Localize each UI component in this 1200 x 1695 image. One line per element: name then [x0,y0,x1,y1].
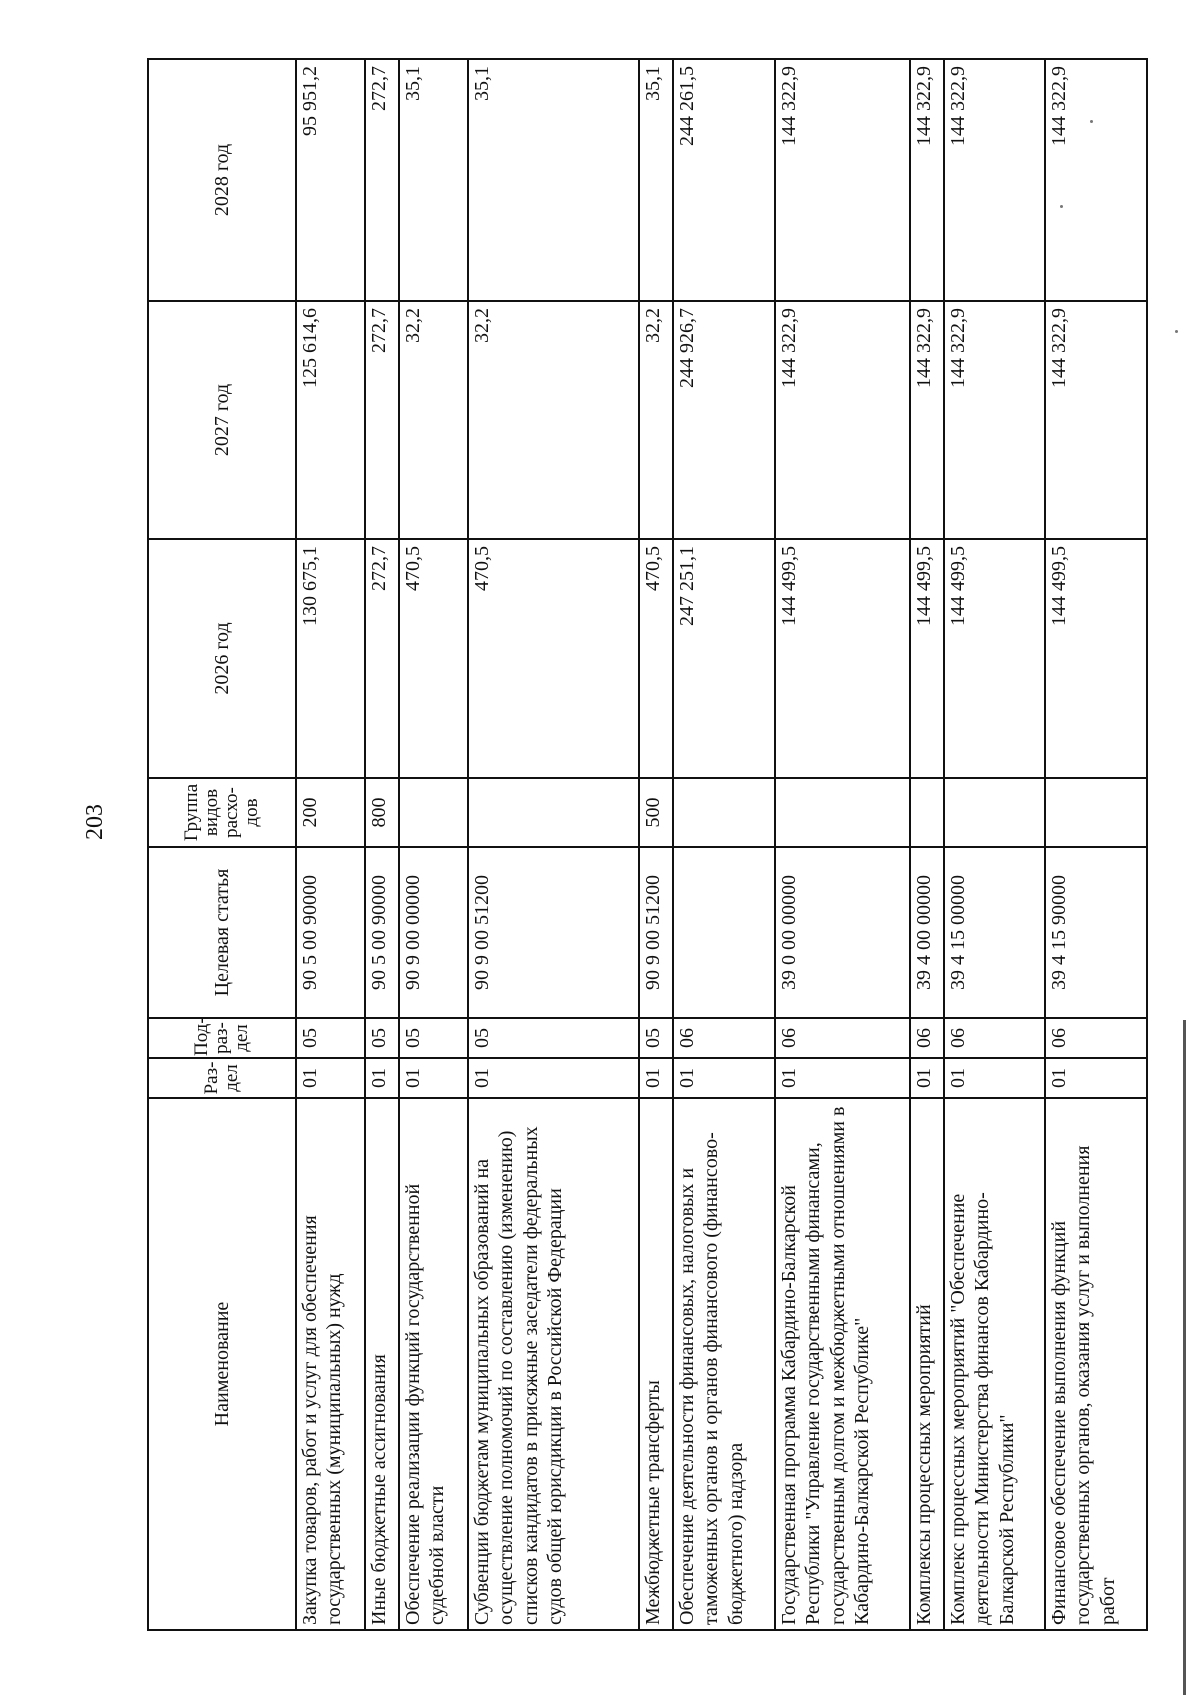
row-amount-2026: 247 251,1 [673,539,775,778]
row-amount-2026: 144 499,5 [1045,539,1147,778]
row-podrazdel: 05 [399,1018,468,1058]
table-header-row [148,59,296,1630]
row-target-article: 39 4 15 00000 [944,847,1045,1018]
row-razdel: 01 [468,1058,639,1098]
row-amount-2026: 130 675,1 [296,539,365,778]
row-name: Закупка товаров, работ и услуг для обеспечения государственных (муниципальных) нужд [296,1098,365,1630]
row-podrazdel: 06 [673,1018,775,1058]
row-name: Обеспечение деятельности финансовых, налоговых и таможенных органов и органов финансового (финансово-бюджетного) надзора [673,1098,775,1630]
row-podrazdel: 06 [910,1018,944,1058]
row-podrazdel: 06 [775,1018,910,1058]
row-podrazdel: 06 [944,1018,1045,1058]
row-expense-group [1045,778,1147,847]
table-row [399,59,468,1630]
row-amount-2028: 272,7 [365,59,399,301]
row-podrazdel: 05 [468,1018,639,1058]
row-amount-2027: 144 322,9 [910,301,944,539]
table-row [1045,59,1147,1630]
row-expense-group [468,778,639,847]
row-razdel: 01 [944,1058,1045,1098]
header-razdel: Раз-дел [148,1058,296,1098]
row-amount-2028: 244 261,5 [673,59,775,301]
row-amount-2026: 144 499,5 [775,539,910,778]
row-amount-2027: 144 322,9 [944,301,1045,539]
row-amount-2026: 470,5 [468,539,639,778]
row-target-article: 90 9 00 51200 [639,847,673,1018]
row-amount-2028: 95 951,2 [296,59,365,301]
row-razdel: 01 [639,1058,673,1098]
row-razdel: 01 [365,1058,399,1098]
row-amount-2027: 272,7 [365,301,399,539]
row-target-article: 39 0 00 00000 [775,847,910,1018]
row-amount-2027: 144 322,9 [775,301,910,539]
row-amount-2028: 35,1 [399,59,468,301]
row-amount-2027: 32,2 [639,301,673,539]
row-razdel: 01 [910,1058,944,1098]
scan-speck [1090,120,1093,123]
row-target-article: 90 5 00 90000 [365,847,399,1018]
row-name: Межбюджетные трансферты [639,1098,673,1630]
row-target-article: 90 9 00 51200 [468,847,639,1018]
row-name: Государственная программа Кабардино-Балкарской Республики "Управление государственными финансами, государственным долгом и межбюджетными отношениями в Кабардино-Балкарской Республике" [775,1098,910,1630]
page-number: 203 [82,804,108,840]
row-expense-group: 800 [365,778,399,847]
row-target-article: 39 4 15 90000 [1045,847,1147,1018]
row-razdel: 01 [673,1058,775,1098]
scan-speck [1060,205,1063,208]
row-expense-group [910,778,944,847]
row-podrazdel: 05 [639,1018,673,1058]
header-2027: 2027 год [148,301,296,539]
row-expense-group [399,778,468,847]
table-row [296,59,365,1630]
row-razdel: 01 [399,1058,468,1098]
row-razdel: 01 [775,1058,910,1098]
table-row [639,59,673,1630]
header-podrazdel: Под-раз-дел [148,1018,296,1058]
scan-edge-line [1183,1020,1186,1695]
row-expense-group [944,778,1045,847]
row-amount-2027: 32,2 [399,301,468,539]
row-podrazdel: 06 [1045,1018,1147,1058]
row-name: Комплекс процессных мероприятий "Обеспечение деятельности Министерства финансов Кабардино-Балкарской Республики" [944,1098,1045,1630]
row-target-article: 90 9 00 00000 [399,847,468,1018]
row-name: Комплексы процессных мероприятий [910,1098,944,1630]
header-name: Наименование [148,1098,296,1630]
table-row [673,59,775,1630]
row-amount-2026: 144 499,5 [910,539,944,778]
row-amount-2027: 32,2 [468,301,639,539]
row-amount-2028: 35,1 [639,59,673,301]
row-razdel: 01 [1045,1058,1147,1098]
header-target-article: Целевая статья [148,847,296,1018]
row-podrazdel: 05 [296,1018,365,1058]
header-2028: 2028 год [148,59,296,301]
row-amount-2028: 35,1 [468,59,639,301]
budget-table [147,58,1148,1631]
table-body [296,59,1147,1630]
row-amount-2028: 144 322,9 [944,59,1045,301]
row-expense-group [775,778,910,847]
row-target-article: 39 4 00 00000 [910,847,944,1018]
row-amount-2027: 244 926,7 [673,301,775,539]
row-target-article: 90 5 00 90000 [296,847,365,1018]
row-amount-2027: 125 614,6 [296,301,365,539]
budget-table-rotated [147,60,1119,1631]
row-name: Субвенции бюджетам муниципальных образований на осуществление полномочий по составлению (изменению) списков кандидатов в присяжные заседатели федеральных судов общей юрисдикции в Российской Федерации [468,1098,639,1630]
row-name: Финансовое обеспечение выполнения функций государственных органов, оказания услуг и выполнения работ [1045,1098,1147,1630]
row-amount-2026: 144 499,5 [944,539,1045,778]
header-2026: 2026 год [148,539,296,778]
row-amount-2026: 272,7 [365,539,399,778]
table-row [944,59,1045,1630]
table-row [775,59,910,1630]
row-name: Обеспечение реализации функций государственной судебной власти [399,1098,468,1630]
row-amount-2026: 470,5 [639,539,673,778]
row-name: Иные бюджетные ассигнования [365,1098,399,1630]
row-amount-2028: 144 322,9 [775,59,910,301]
row-amount-2027: 144 322,9 [1045,301,1147,539]
row-target-article [673,847,775,1018]
header-expense-group: Группа видов расхо-дов [148,778,296,847]
row-podrazdel: 05 [365,1018,399,1058]
row-expense-group [673,778,775,847]
table-row [468,59,639,1630]
row-expense-group: 200 [296,778,365,847]
row-amount-2026: 470,5 [399,539,468,778]
row-amount-2028: 144 322,9 [1045,59,1147,301]
row-amount-2028: 144 322,9 [910,59,944,301]
scan-speck [1175,330,1178,333]
row-razdel: 01 [296,1058,365,1098]
row-expense-group: 500 [639,778,673,847]
table-row [910,59,944,1630]
table-row [365,59,399,1630]
